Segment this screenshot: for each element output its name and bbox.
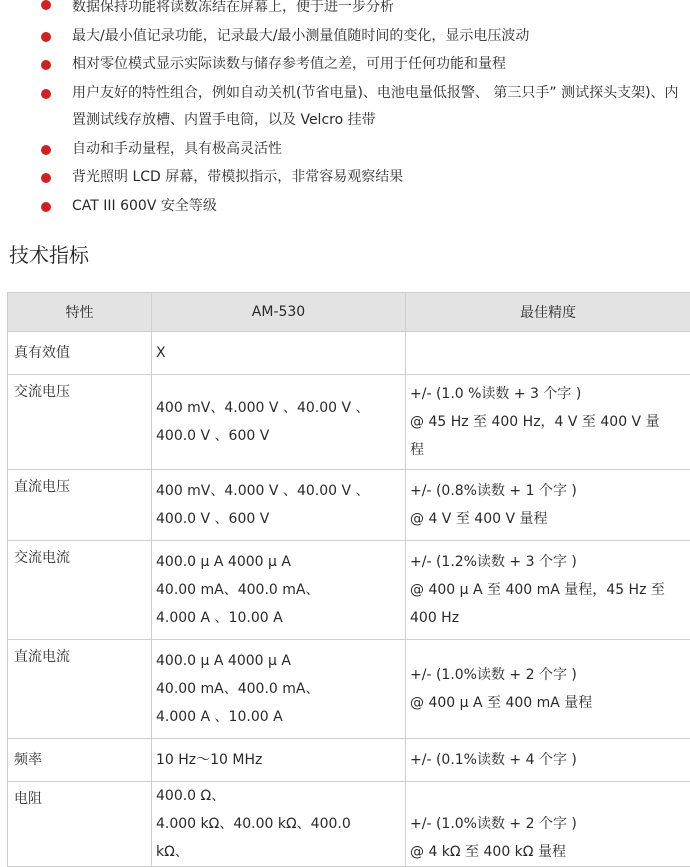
accuracy-line: @ 4 V 至 400 V 量程 (406, 505, 690, 533)
feature-item (0, 23, 690, 51)
row-accuracy-cell (406, 541, 690, 640)
row-range-cell (152, 739, 406, 782)
row-name: 真有效值 (8, 332, 151, 362)
table-row (8, 332, 690, 375)
row-accuracy-cell (406, 375, 690, 470)
accuracy-line: 程 (406, 436, 690, 464)
row-name-cell (8, 739, 152, 782)
feature-item (0, 0, 690, 22)
header-accuracy: 最佳精度 (406, 293, 690, 332)
bullet-icon (41, 0, 51, 10)
row-range-cell (152, 541, 406, 640)
row-name-cell (8, 541, 152, 640)
row-name-cell (8, 470, 152, 541)
table-row (8, 470, 690, 541)
row-name-cell (8, 782, 152, 867)
accuracy-line: +/- (1.2%读数 + 3 个字 ) (406, 548, 690, 576)
row-name: 交流电压 (8, 375, 151, 401)
row-accuracy-cell (406, 782, 690, 867)
feature-item (0, 136, 690, 164)
accuracy-line: @ 4 kΩ 至 400 kΩ 量程 (406, 838, 690, 866)
row-accuracy-cell (406, 470, 690, 541)
row-range-cell (152, 470, 406, 541)
feature-item (0, 193, 690, 221)
table-header-row (8, 293, 690, 332)
header-model: AM-530 (152, 293, 406, 332)
range-line: 400.0 V 、600 V (152, 422, 405, 450)
range-line: 40.00 mA、400.0 mA、 (152, 576, 405, 604)
feature-text: 相对零位模式显示实际读数与储存参考值之差，可用于任何功能和量程 (72, 56, 506, 72)
table-row (8, 782, 690, 867)
range-line: 400.0 V 、600 V (152, 505, 405, 533)
row-name: 直流电压 (8, 470, 151, 496)
feature-text: 自动和手动量程，具有极高灵活性 (72, 141, 282, 157)
bullet-icon (41, 89, 51, 99)
feature-text: 最大/最小值记录功能，记录最大/最小测量值随时间的变化，显示电压波动 (72, 28, 529, 44)
bullet-icon (41, 202, 51, 212)
range-line: 4.000 kΩ、40.00 kΩ、400.0 (152, 810, 405, 838)
row-accuracy-cell (406, 640, 690, 739)
row-name-cell (8, 640, 152, 739)
range-line: 400 mV、4.000 V 、40.00 V 、 (152, 477, 405, 505)
table-row (8, 541, 690, 640)
range-line: 400 mV、4.000 V 、40.00 V 、 (152, 394, 405, 422)
feature-text: 用户友好的特性组合，例如自动关机(节省电量)、电池电量低报警、 第三只手” 测试探头支架)、内置测试线存放槽、内置手电筒，以及 Velcro 挂带 (72, 85, 679, 129)
row-name: 直流电流 (8, 640, 151, 666)
feature-text: CAT III 600V 安全等级 (72, 198, 217, 214)
table-row (8, 739, 690, 782)
feature-text: 背光照明 LCD 屏幕，带模拟指示，非常容易观察结果 (72, 169, 403, 185)
range-line: 4.000 A 、10.00 A (152, 703, 405, 731)
header-feature: 特性 (8, 293, 152, 332)
accuracy-line: +/- (1.0%读数 + 2 个字 ) (406, 782, 690, 838)
row-name: 电阻 (8, 782, 151, 808)
row-name: 交流电流 (8, 541, 151, 567)
table-row (8, 375, 690, 470)
accuracy-line: +/- (1.0 %读数 + 3 个字 ) (406, 380, 690, 408)
bullet-icon (41, 60, 51, 70)
row-name: 频率 (8, 739, 151, 769)
feature-text: 数据保持功能将读数冻结在屏幕上，便于进一步分析 (72, 0, 394, 15)
range-line: 10 Hz～10 MHz (152, 746, 405, 774)
feature-item (0, 164, 690, 192)
accuracy-line: +/- (0.1%读数 + 4 个字 ) (406, 746, 690, 774)
bullet-icon (41, 173, 51, 183)
section-title: 技术指标 (9, 237, 89, 273)
row-name-cell (8, 332, 152, 375)
row-range-cell (152, 332, 406, 375)
spec-table (7, 292, 690, 867)
feature-item (0, 51, 690, 79)
range-line: 400.0 μ A 4000 μ A (152, 548, 405, 576)
accuracy-line: +/- (1.0%读数 + 2 个字 ) (406, 661, 690, 689)
bullet-icon (41, 32, 51, 42)
row-accuracy-cell (406, 739, 690, 782)
range-line: kΩ、 (152, 838, 405, 866)
feature-list (0, 0, 690, 220)
row-accuracy-cell (406, 332, 690, 375)
accuracy-line: @ 400 μ A 至 400 mA 量程，45 Hz 至 (406, 576, 690, 604)
range-line: X (152, 339, 405, 367)
table-row (8, 640, 690, 739)
row-range-cell (152, 782, 406, 867)
row-range-cell (152, 375, 406, 470)
range-line: 400.0 μ A 4000 μ A (152, 647, 405, 675)
range-line: 40.00 mA、400.0 mA、 (152, 675, 405, 703)
range-line: 400.0 Ω、 (152, 782, 405, 810)
accuracy-line: @ 45 Hz 至 400 Hz，4 V 至 400 V 量 (406, 408, 690, 436)
accuracy-line: 400 Hz (406, 604, 690, 632)
row-name-cell (8, 375, 152, 470)
bullet-icon (41, 145, 51, 155)
feature-item (0, 80, 690, 135)
accuracy-line: +/- (0.8%读数 + 1 个字 ) (406, 477, 690, 505)
range-line: 4.000 A 、10.00 A (152, 604, 405, 632)
accuracy-line: @ 400 μ A 至 400 mA 量程 (406, 689, 690, 717)
row-range-cell (152, 640, 406, 739)
